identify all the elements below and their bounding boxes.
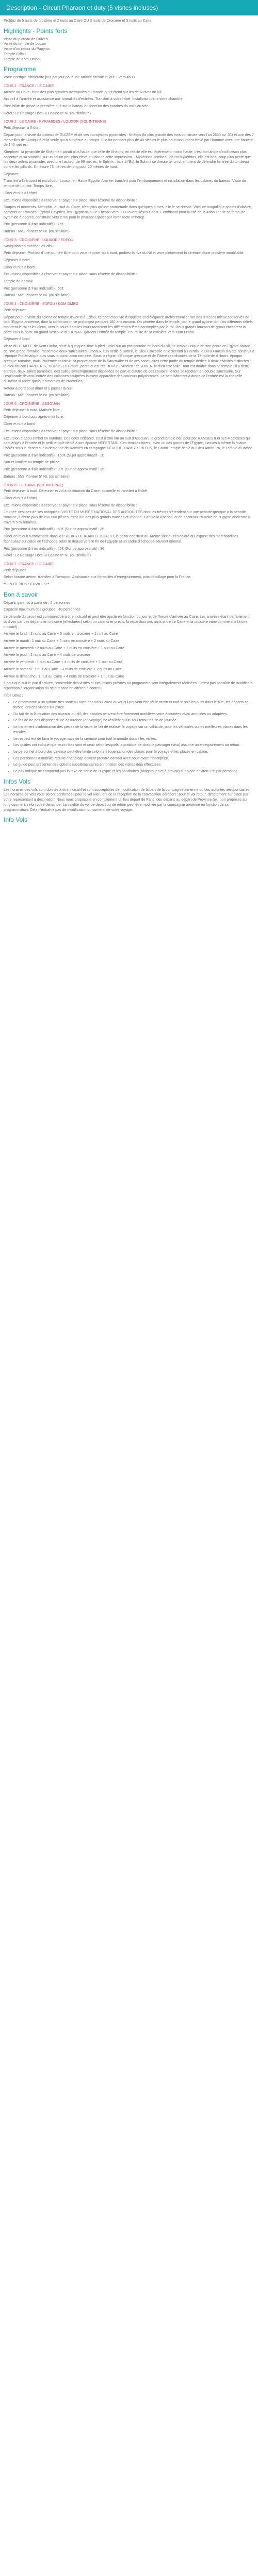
programme-paragraph: Journée Vestiges de ses antiquités: VISITE DU MUSÉE NATIONAL DES ANTIQUITÉS dont les trésors s'étendent sur une période grecque à la période romaine, il abrite plus de 250 000 pièces, c'est l'un des plus grands musées du monde. Il abrite la Khéops, et de découvrir l'histoire de l'Egypte ancienne à travers 5 millénaires. <box>4 511 250 524</box>
bon-paragraph: Infos utiles : <box>4 693 23 698</box>
day-heading: JOUR 6 : LE CAIRE (VOL INTERNE) <box>4 483 63 487</box>
programme-paragraph: Excursions disponibles à réserver et payer sur place, sous réserve de disponibilité : <box>4 198 137 202</box>
programme-content <box>0 84 258 587</box>
programme-paragraph: Hôtel : Le Passage Hôtel & Casino 5* NL (ou similaire) <box>4 554 91 558</box>
programme-paragraph: Dîner et nuit à l'hôtel <box>4 191 37 195</box>
programme-paragraph: Petit déjeuner. Profitez d'une journée libre pour vous reposer où à bord, profitez la rive du Nil et vivre pleinement la sérénité d'une croisière inoubliable. <box>4 251 245 256</box>
programme-paragraph: Dîner et nuit à bord. <box>4 422 36 427</box>
day-heading: JOUR 1 : FRANCE / LE CAIRE <box>4 84 54 88</box>
programme-paragraph: Excursions disponibles à réserver et payer sur place, sous réserve de disponibilité : <box>4 429 137 433</box>
programme-paragraph: Bateau : M/S Pioneer 5* NL (ou similaire) <box>4 230 70 234</box>
programme-paragraph: Soupirs et moments. Memphis, au sud du Caire, n'est plus qu'une promenade dans quelques dunes, elle le se dresse. Voici ce magnifique sphinx d'albâtre, captants de Ramsès II(grand Egyptien, les Egyptiens ou le Khéops vers 3000 avant Jésus-Christ. Combinant pour la cité de la Abbou et de sa fameuse pyramide à degrés, construite vers 2700 pour le pharaon Djoser par l'architecte Imhotep. <box>4 206 252 219</box>
description-intro: Profitez de 5 nuits de croisière et 2 nuits au Caire OU 3 nuits de Croisière et 3 nuits au Caire <box>4 19 152 23</box>
highlights-heading: Highlights - Points forts <box>4 27 68 35</box>
programme-paragraph: Navigation en direction d'Edfou. <box>4 244 55 248</box>
infos-vols-heading: Infos Vols <box>4 777 31 785</box>
bon-paragraph: Arrivée le lundi : 2 nuits au Caire + 5 nuits en croisière + 1 nuit au Caire <box>4 632 118 636</box>
bon-paragraph: Arrivée le dimanche : 1 nuit au Caire + 4 nuits de croisière + 1 nuit au Caire <box>4 674 124 679</box>
programme-paragraph: Excursions disponibles à réserver et payer sur place, sous réserve de disponibilité : <box>4 273 137 277</box>
day-heading: JOUR 5 : CROISIÈRE : ASSOUAN <box>4 402 60 406</box>
bon-a-savoir-list <box>0 700 258 774</box>
highlight-item: Temple de Kom Ombo <box>4 57 40 61</box>
programme-paragraph: **FIN DE NOS SERVICES** <box>4 583 50 587</box>
programme-paragraph: Accueil à l'arrivée et assistance aux formalités d'entrées. Transfert à votre hôtel. Installation dans votre chambre. <box>4 97 184 101</box>
programme-paragraph: Déjeuner à bord <box>4 337 30 342</box>
bon-paragraph: Arrivée le mardi : 1 nuit au Caire + 4 nuits en croisière + 2 nuits au Caire <box>4 639 120 643</box>
programme-paragraph: Petit déjeuner à l'hôtel. <box>4 126 40 130</box>
programme-paragraph: Petit déjeuner à bord. Matinée libre. <box>4 408 61 412</box>
programme-paragraph: Petit déjeuner. <box>4 308 27 312</box>
programme-paragraph: Prix (personne & frais indicatifs) : 30€ (Sur de approximatif : 3€ <box>4 468 104 472</box>
infos-vols-text: Les horaires des vols sont donnés à titre indicatif et sont susceptibles de modification de la part de la compagnie aérienne ou des autorités aéroportuaires. Les horaires de vols vous seront confirmés ; pour le vol aller, lors de la réception de la convocation aéroport ; pour le vol retour, directement sur place par votre représentant à destination. Nous nous proposons en complément un lieu départ de Paris, des départs au départ de Province (ex: non proposés au long courrier), selon votre demande. La validité du vol de départ ou de retour peut être modifiée par la compagnie aérienne en fonction de sa programmation. Cela n'entraîne pas de modification du contenu de votre voyage. <box>4 788 251 812</box>
bon-list-item: • Le guide peut présenter des options supplémentaires en fonction des visites déjà effectuées. <box>13 762 251 768</box>
bon-paragraph: Capacité maximum des groupes : 40 personnes <box>4 608 80 612</box>
programme-paragraph: Excursion à abou simbel en autobus. Des deux célèbres, c'est à 280 km au sud d'Assouan, le grand temple bâti pour par RAMSÈS II et ses 4 colosses qui sont érigés à l'entrée et le petit temple dédié à son épouse NEFERTARI. Ces temples furent, avec un des grands de l'Égypte, classés à même la falaise libérés sous le désert sur la demande de Ramsès en campagne HÉRODE, RAMSÈS HITTIN, le Grand Temple dédié au Dieu Amon-Ra, le Temple d'Hathor. <box>4 436 253 450</box>
programme-paragraph: Départ pour la visite du plateau de GUIZEH et de ses incroyables pyramides : Khéops (la plus grande des trois construite vers l'an 2650 av. JC) et une des 7 merveilles de l'Antiquité et la seule qui a survécue au temps. Elle fut pendant plus de 40 siècles le plus haut monument élevé par l'homme avec une hauteur de 146 mètres. <box>4 133 254 147</box>
highlight-item: Visite du plateau de Guizeh <box>4 37 48 41</box>
programme-paragraph: Bateau : M/S Pioneer 5* NL (ou similaire) <box>4 294 70 298</box>
programme-note: Votre exemple d'itinéraire jour par jour pour une arrivée prévue le jour 1 vers 4h30. <box>4 76 136 80</box>
bon-paragraph: Départs garantis à partir de : 2 personnes <box>4 601 71 605</box>
programme-paragraph: Déjeuner à bord puis après-midi libre. <box>4 415 64 419</box>
bon-list-item: • Les guides ont indiqué que leurs rôles sont et ceux selon lesquels la pratique de chaque passager (visa) assume un enregistrement au retour. <box>13 743 251 748</box>
programme-paragraph: Dîner et nuit à l'hôtel. <box>4 496 38 500</box>
programme-paragraph: Retour à bord pour dîner et y passer la nuit. <box>4 386 74 391</box>
programme-paragraph: Arrivée au Caire, l'une des plus grandes métropoles du monde qui s'étend sur les deux rives du Nil. <box>4 90 163 94</box>
programme-paragraph: Déjeuner. <box>4 172 19 176</box>
programme-paragraph: Prix (personne & frais indicatifs) : 60€ (Sur de approximatif : 3€ <box>4 528 104 532</box>
highlight-item: Temple Edfou <box>4 52 26 56</box>
highlight-item: Visite d'un retour du Papyrus <box>4 47 50 52</box>
day-heading: JOUR 3 : CROISIÈRE : LOUXOR / EDFOU <box>4 238 73 242</box>
bon-paragraph: Il peut que suit le jour d'arrivée, l'ensemble des visites et excursions prévues au programme sont intégralement réalisées. Il n'est pas possible de modifier la répartition / l'organisation du séjour sans en altérer le contenu. <box>4 682 253 690</box>
bon-a-savoir-heading: Bon à savoir <box>4 590 38 598</box>
programme-paragraph: Excursions disponibles à réserver et payer sur place, sous réserve de disponibilité : <box>4 503 137 507</box>
infos-vols-heading-2: Info Vols <box>4 816 28 824</box>
programme-paragraph: Dîner en felouk !Promenade dans les SOUKS DE KHAN EL KHALILI, le bazar construit au 14ème siècle, très coloré qui expose des merchandises fabriquées sur place en l'échoppe selon le depuis vers le fin de l'Egypte et un cadre d'échoppé souvent oriental. <box>4 535 238 544</box>
programme-paragraph: Prix (personne & frais indicatifs) : 25€ (Sur de approximatif : 3€ <box>4 547 104 551</box>
bon-a-savoir-content <box>0 601 258 699</box>
description-header: Description - Circuit Pharaon et duty (5 visites incluses) <box>0 0 258 15</box>
highlight-item: Visite du temple de Louxor <box>4 42 46 46</box>
bon-paragraph: Le déroulé du circuit est communiqué à titre indicatif et peut être ajusté en fonction du jour et de l'heure d'arrivée au Caire. Les arrivées étant parfaitement tardives par des départs en croisière (effectuées) selon un calendrier précis, la répartition des nuits entre Le Caire et la croisière varie comme suit (à titre indicatif) : <box>4 615 250 629</box>
programme-paragraph: Possibilité de passé la première nuit sur le bateau en fonction des horaires du vol d'arrivée. <box>4 105 150 109</box>
programme-paragraph: Départ pour la visite du splendide temple d'Horus à Edfou, ce chef d'oeuvre d'équilibre et d'élégance architectural et l'un des sites les mieux conservés de tout l'Egypte ancienne, dont la construction se prolongea pendant 180 ans environ. On pénètre dans le temple, par le grand pylone dont les différents reliefs montrent le roi et les dieux, vers la cours dont les murs racontent les différentes fêtes accomplies par le roi. Deux grands faucons de granit encadrent la porte.Puis la porte du grand vestibule du DUNAS, gardent l'entrée du temple. Poursuite de la croisière vers Kom Ombo. <box>4 315 253 334</box>
programme-paragraph: Khéphren, la pyramide de Khéphren paraît plus haute que celle de Khéops, en réalité elle est légèrement moins haute, c'est son angle d'inclinaison plus accentué et sa situation sur un sol un peu plus élevé qui donne cette impression. - Mykérinos, tombeau de roi Mykérinos, elle est beaucoup plus petite que les deux autres pyramides avec une hauteur de 66 mètres. le Sphinx : face à l'Est, le Sphinx se dresse tel un chat-totem de défendre l'entrée du tombeau contre les pillards. Il mesure 73 mètres de long pour 20 mètres de haut. <box>4 150 251 170</box>
day-heading: JOUR 7 : FRANCE / LE CAIRE <box>4 562 54 566</box>
bon-paragraph: Arrivée le samedi : 1 nuit au Caire + 3 nuits de croisière + 2 nuits au Caire <box>4 667 122 671</box>
programme-paragraph: Prix (personne & frais indicatifs) : 150€ (Sujet approximatif - 1€ <box>4 453 104 457</box>
bon-paragraph: Arrivée le jeudi : 2 nuits au Caire + 4 nuits de croisière <box>4 653 90 657</box>
programme-paragraph: Transfert à l'aéroport et envol pour Louxor, en Haute Egypte. Arrivée, transfert pour l'embarquement et installation dans les cabines du bateau. Visite du temple de Louxor. Temps libre. <box>4 179 246 189</box>
day-heading: JOUR 2 : LE CAIRE - PYRAMIDES / LOUXOR (VOL INTERNE) <box>4 120 106 124</box>
programme-paragraph: Hôtel : Le Passage Hôtel & Casino 5* NL (ou similaire) <box>4 111 91 115</box>
programme-paragraph: Temple de Karnak <box>4 280 33 284</box>
programme-paragraph: Prix (personne & frais indicatifs) : 60€ <box>4 286 64 291</box>
bon-list-item: • Le prix indiqué ne comprend pas la taxe de sortie de l'Égypte et les pourboires (obligatoires et à prévoir) sur place environ 35€ par personne. <box>13 769 251 774</box>
programme-paragraph: Selon horaire aérien, transfert à l'aéroport. Assistance aux formalités d'enregistrement, puis décollage pour la France. <box>4 575 191 580</box>
highlights-list <box>0 37 258 62</box>
day-heading: JOUR 4 : CROISIÈRE : EDFOU / KOM OMBO <box>4 302 78 307</box>
programme-paragraph: Dîner et nuit à bord. <box>4 265 36 269</box>
programme-paragraph: Bateau : M/S Pioneer 5* NL (ou similaire) <box>4 394 70 398</box>
bon-list-item: • Le traitement d'information des pièces de la visite, le fait de réaliser le voyage sur un véhicule, pour les véhicules ou les meilleures places dans les escales. <box>13 725 251 735</box>
bon-paragraph: Arrivée le mercredi : 2 nuits au Caire + 3 nuits en croisière + 1 nuit au Caire <box>4 646 124 650</box>
bon-list-item: • Le programme a un rythme très soutenu avec des vols Caire/Louxor qui peuvent être tôt le matin et tard le soir les nuits dans le pire, les départs se feront, lors des visites sur place. <box>13 700 251 710</box>
bon-list-item: • Du fait de la fluctuation des niveaux du Nil, des escales peuvent être fortement modifiées voire écourtées et/ou annulées ou adaptées. <box>13 712 251 717</box>
programme-paragraph: Déjeuner à bord. <box>4 258 31 262</box>
programme-paragraph: Prix (personne & frais indicatifs) : 75€ <box>4 223 64 227</box>
bon-paragraph: Arrivée le vendredi : 1 nuit au Caire + 4 nuits de croisière + 1 nuit au Caire <box>4 660 122 665</box>
programme-paragraph: Petit déjeuner à bord. Déjeuner et vol à destination du Caire, accueille et transfert à l'hôtel. <box>4 489 149 494</box>
bon-list-item: • Le fait de ne pas disposer d'une assurance (en voyage) ne résilient qu'un seul retour en fin de journée. <box>13 718 251 723</box>
programme-paragraph: Bateau : M/S Pioneer 5* NL (ou similaire) <box>4 474 70 479</box>
programme-heading: Programme <box>4 65 36 73</box>
bon-list-item: • Les personnes à mobilité réduite / handicap doivent prendre contact avec nous avant l'inscription. <box>13 756 251 761</box>
programme-paragraph: Son et lumière au temple de philae <box>4 461 60 465</box>
programme-paragraph: Petit déjeuner. <box>4 568 27 572</box>
programme-paragraph: Visite du TEMPLE de Kom Ombo, situé à quelques 'time à pied : voici sur un promontoire en bord du Nil, ce temple unique en son genre en Egypte datant de l'ère gréco-romaine, rassemble deux sanctuaires jumeaux, l'un dédié à Sobek, le Dieu Crocodile et le second à Haroris, le Dieu Faucon.Il a été construit à l'époque Ptolémaïque puis sous la domination romaine. Sous le règne, d'Epoque grecque et de Tibère ces divinités de la Tétrade de d'Horus, époque grecque-romaine, mais Ptolémée construit sa propre porte de la Sanctuaire et de ces sanctuaires cette partie du temple dédiée à deux divinités distinctes : le dieu faucon HAROERIS, 'HORUS Le Grand', partie ouest *et 'HORUS l'Ancien ' et SOBEK, le dieu crocodile. Tout est double dans ce temple ; il a deux entrées, deux salles parallèles, des salles symétriquement disposées de part et d'autre de ces couloirs, le tout se répétant en double sanctuaire. Sur l'esplanade devant l'entrée des colonnes sculptées laissent apparaître des couleurs polychromes. Le petit bâtiment à droite de l'entrée est la chapelle d'Hathor. Il abrite quelques momies de crocodiles. <box>4 345 254 383</box>
bon-list-item: • Le personnel à bord des bateaux peut être limité selon la fréquentation des places pour le voyage et les places en cabine. <box>13 750 251 755</box>
bon-list-item: • Le respect est de faire le voyage mais de la sérénité pour tout le monde durant les visites. <box>13 737 251 742</box>
